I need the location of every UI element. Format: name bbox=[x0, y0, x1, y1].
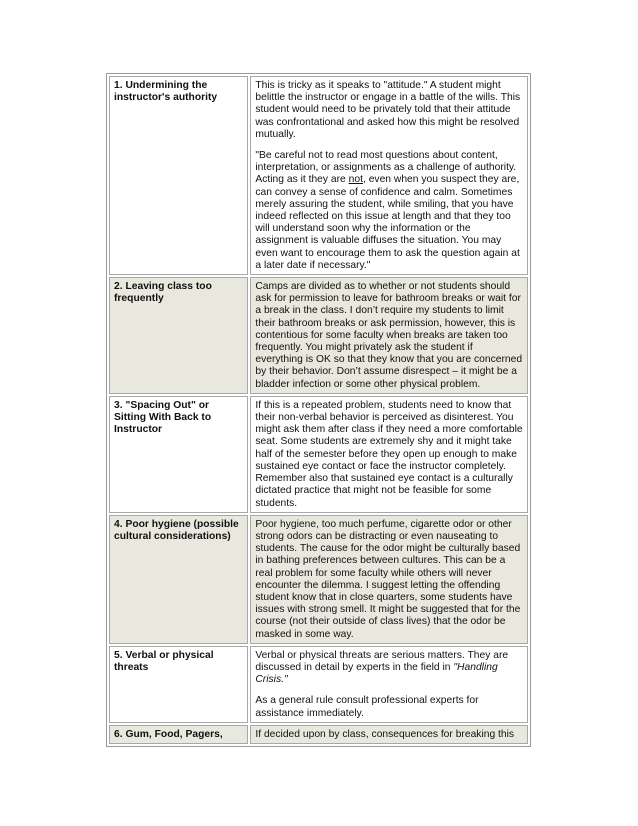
table-row bbox=[109, 76, 528, 275]
response-paragraph: Verbal or physical threats are serious matters. They are discussed in detail by experts in the field in "Handling Crisis." bbox=[255, 649, 509, 686]
response-cell bbox=[250, 725, 528, 744]
italic-reference: "Handling Crisis." bbox=[255, 661, 498, 686]
issue-title: 6. Gum, Food, Pagers, bbox=[114, 728, 223, 740]
response-cell bbox=[250, 277, 528, 394]
table-row bbox=[109, 515, 528, 644]
response-paragraph: "Be careful not to read most questions about content, interpretation, or assignments as a challenge of authority. Acting as it they are not, even when you suspect they are, can convey a sense of confidence and calm. Sometimes merely assuring the student, while smiling, that you have indeed reflected on this issue at length and that they too will understand soon why the information or the assignment is valuable diffuses the situation. You may even want to encourage them to ask the question again at a later date if necessary." bbox=[255, 150, 520, 271]
response-paragraph: As a general rule consult professional experts for assistance immediately. bbox=[255, 695, 479, 719]
issue-title: 2. Leaving class too frequently bbox=[114, 281, 212, 305]
issue-cell bbox=[109, 277, 248, 394]
issue-cell bbox=[109, 725, 248, 744]
issue-cell bbox=[109, 76, 248, 275]
response-cell bbox=[250, 76, 528, 275]
response-paragraph: This is tricky as it speaks to "attitude." A student might belittle the instructor or engage in a battle of the wills. This student would need to be privately told that their attitude was confrontational and asked how this might be resolved mutually. bbox=[255, 80, 521, 140]
issue-title: 5. Verbal or physical threats bbox=[114, 649, 214, 673]
response-cell bbox=[250, 396, 528, 513]
classroom-issues-table bbox=[106, 73, 531, 747]
response-paragraph: If decided upon by class, consequences for breaking this bbox=[255, 728, 515, 740]
issue-title: 3. "Spacing Out" or Sitting With Back to Instructor bbox=[114, 399, 212, 436]
response-cell bbox=[250, 515, 528, 644]
issue-title: 1. Undermining the instructor's authority bbox=[114, 80, 218, 104]
response-paragraph: Camps are divided as to whether or not students should ask for permission to leave for bathroom breaks or wait for a break in the class. I don’t require my students to limit their bathroom breaks or ask permission, however, this is contentious for some faculty when breaks are taken too frequently. You might privately ask the student if everything is OK so that they know that you are concerned by their behavior. Don’t assume disrespect – it might be a bladder infection or some other physical problem. bbox=[255, 281, 523, 390]
issue-title: 4. Poor hygiene (possible cultural considerations) bbox=[114, 518, 239, 542]
response-paragraph: Poor hygiene, too much perfume, cigarette odor or other strong odors can be distracting or even nauseating to students. The cause for the odor might be culturally based in bathing preferences between cultures. This can be a real problem for some faculty while others will never encounter the dilemma. I suggest letting the offending student know that in close quarters, some students have issues with strong smell. It might be suggested that for the course (not their outside of class lives) that the odor be masked in some way. bbox=[255, 518, 521, 640]
issue-cell bbox=[109, 646, 248, 723]
response-cell bbox=[250, 646, 528, 723]
table-row bbox=[109, 646, 528, 723]
table-row bbox=[109, 396, 528, 513]
table-row bbox=[109, 277, 528, 394]
response-paragraph: If this is a repeated problem, students need to know that their non-verbal behavior is perceived as disinterest. You might ask them after class if they need a more comfortable seat. Some students are extremely shy and it might take half of the semester before they open up enough to make sustained eye contact or face the instructor completely. Remember also that sustained eye contact is a culturally dictated practice that might not be feasible for some students. bbox=[255, 399, 523, 509]
table-row bbox=[109, 725, 528, 744]
issue-cell bbox=[109, 396, 248, 513]
issue-cell bbox=[109, 515, 248, 644]
underlined-word: not bbox=[348, 174, 363, 186]
